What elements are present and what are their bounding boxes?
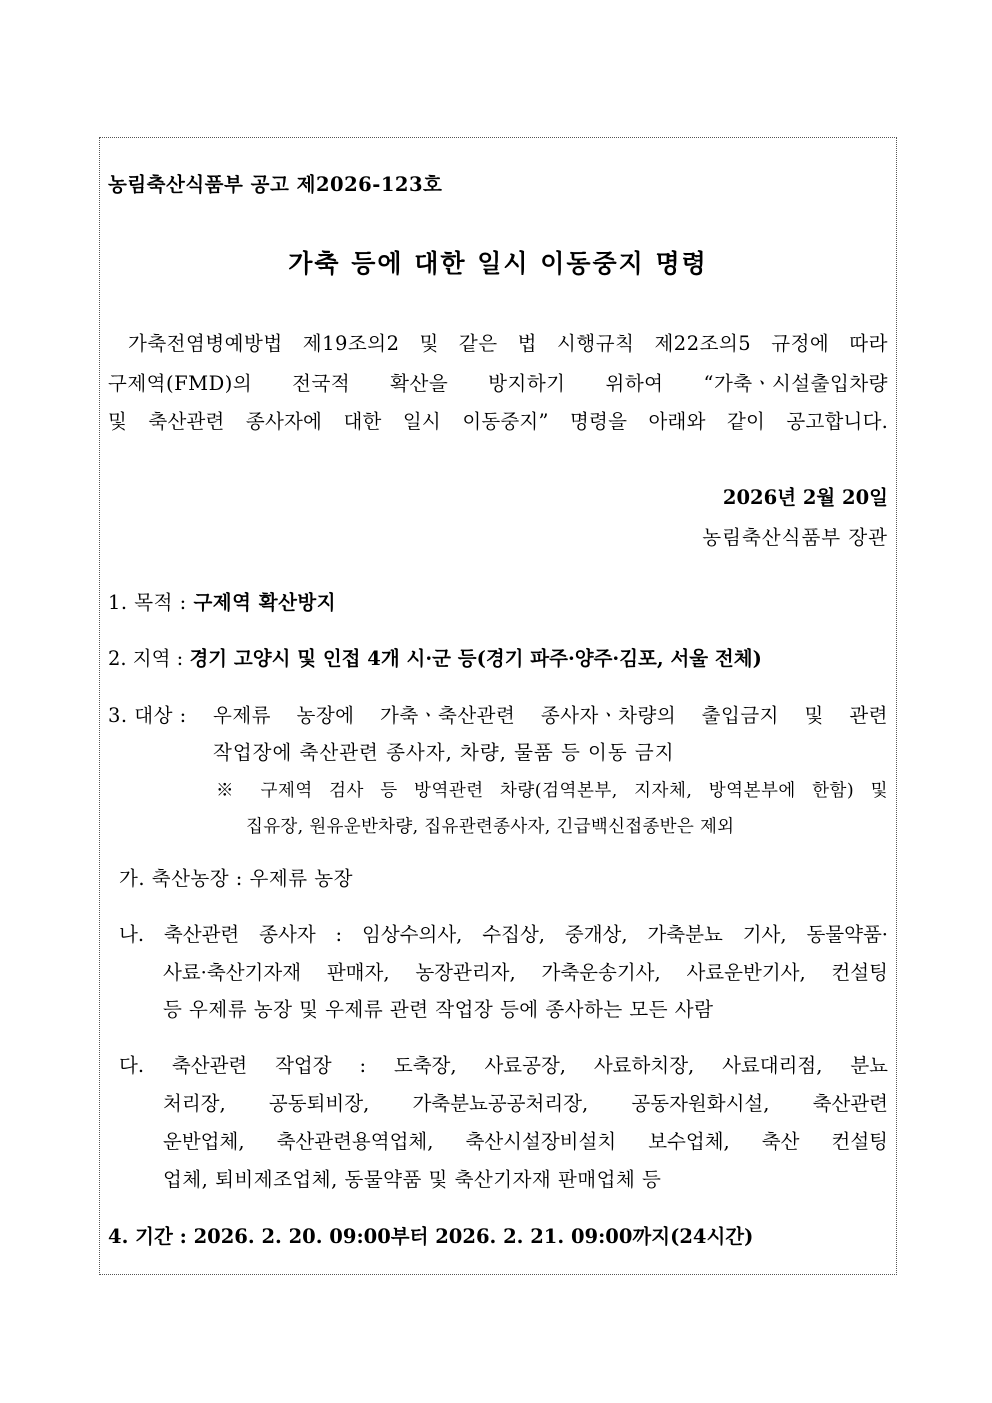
notice-number: 농림축산식품부 공고 제2026-123호 (108, 173, 443, 196)
item-purpose-value: 구제역 확산방지 (193, 591, 337, 614)
item-target-line-2: 작업장에 축산관련 종사자, 차량, 물품 등 이동 금지 (213, 741, 675, 764)
item-region-value: 경기 고양시 및 인접 4개 시·군 등(경기 파주·양주·김포, 서울 전체) (189, 647, 762, 670)
item-period: 4. 기간 : 2026. 2. 20. 09:00부터 2026. 2. 21. 09:00까지(24시간) (108, 1225, 754, 1248)
item-purpose (108, 590, 336, 616)
sub-item-c-line-3: 운반업체, 축산관련용역업체, 축산시설장비설치 보수업체, 축산 컨설팅 (163, 1130, 888, 1153)
sub-item-a: 가. 축산농장 : 우제류 농장 (119, 867, 353, 890)
sub-item-c-line-1: 다. 축산관련 작업장 : 도축장, 사료공장, 사료하치장, 사료대리점, 분뇨 (119, 1054, 888, 1077)
sub-item-b-line-3: 등 우제류 농장 및 우제류 관련 작업장 등에 종사하는 모든 사람 (163, 998, 714, 1021)
item-target-line-1: 우제류 농장에 가축ㆍ축산관련 종사자ㆍ차량의 출입금지 및 관련 (213, 704, 888, 727)
issuer: 농림축산식품부 장관 (702, 526, 888, 549)
intro-line-2: 구제역(FMD)의 전국적 확산을 방지하기 위하여 “가축ㆍ시설출입차량 (108, 372, 888, 395)
notice-date: 2026년 2월 20일 (722, 486, 888, 509)
item-region (108, 646, 762, 672)
item-target-note-1: ※ 구제역 검사 등 방역관련 차량(검역본부, 지자체, 방역본부에 한함) 및 (216, 781, 888, 801)
sub-item-b-line-1: 나. 축산관련 종사자 : 임상수의사, 수집상, 중개상, 가축분뇨 기사, 동물약품· (119, 923, 888, 946)
item-target-label: 3. 대상 : (108, 704, 187, 727)
sub-item-c-line-4: 업체, 퇴비제조업체, 동물약품 및 축산기자재 판매업체 등 (163, 1168, 662, 1191)
intro-line-3: 및 축산관련 종사자에 대한 일시 이동중지” 명령을 아래와 같이 공고합니다. (108, 410, 888, 433)
sub-item-b-line-2: 사료·축산기자재 판매자, 농장관리자, 가축운송기사, 사료운반기사, 컨설팅 (163, 961, 888, 984)
item-target-note-2: 집유장, 원유운반차량, 집유관련종사자, 긴급백신접종반은 제외 (246, 817, 735, 837)
item-purpose-label: 1. 목적 : (108, 591, 194, 614)
document-title: 가축 등에 대한 일시 이동중지 명령 (288, 249, 708, 278)
item-region-label: 2. 지역 : (108, 647, 190, 670)
sub-item-c-line-2: 처리장, 공동퇴비장, 가축분뇨공공처리장, 공동자원화시설, 축산관련 (163, 1092, 888, 1115)
intro-line-1: 가축전염병예방법 제19조의2 및 같은 법 시행규칙 제22조의5 규정에 따라 (128, 332, 888, 355)
